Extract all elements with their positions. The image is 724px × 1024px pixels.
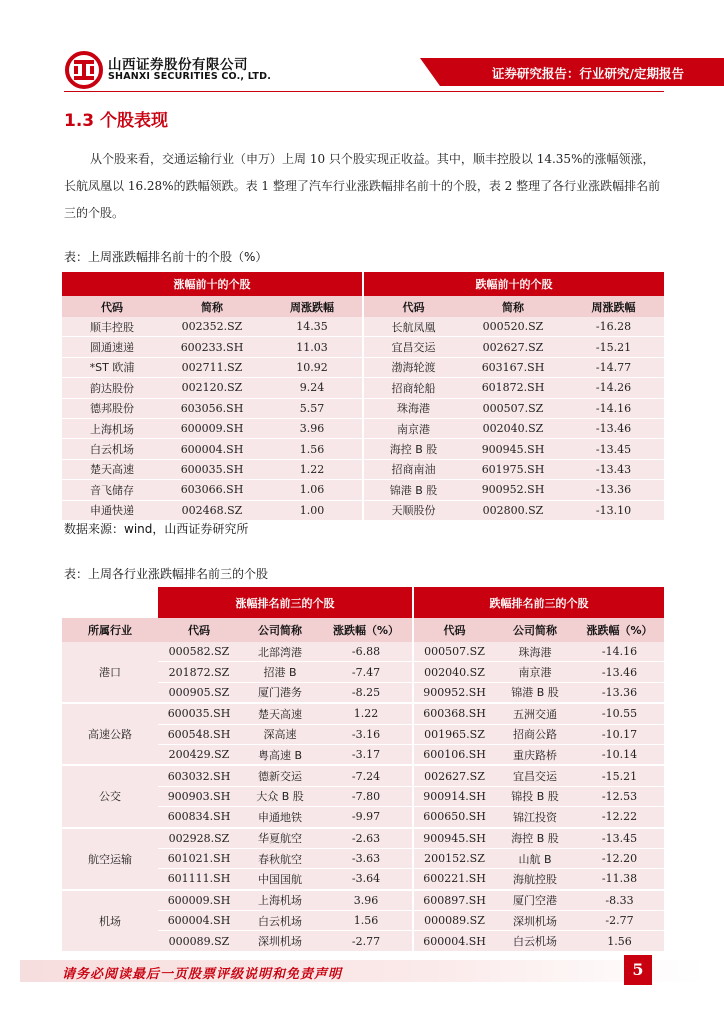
table-cell: 601872.SH bbox=[463, 378, 563, 398]
table-cell: -15.21 bbox=[563, 337, 664, 357]
table-cell: 山航 B bbox=[495, 848, 575, 868]
table-cell: 锦投 B 股 bbox=[495, 786, 575, 806]
table-cell: -14.77 bbox=[563, 357, 664, 377]
gain-group-header: 涨幅排名前三的个股 bbox=[158, 587, 413, 618]
loss-group-header: 跌幅排名前三的个股 bbox=[413, 587, 664, 618]
table-cell: 春秋航空 bbox=[240, 848, 320, 868]
table-cell: 9.24 bbox=[262, 378, 363, 398]
table-cell: -13.36 bbox=[563, 480, 664, 500]
table-row bbox=[62, 459, 664, 479]
table-cell: -2.77 bbox=[575, 911, 664, 931]
section-title: 1.3 个股表现 bbox=[64, 111, 169, 131]
table-cell: 600548.SH bbox=[158, 724, 240, 744]
table-row bbox=[62, 418, 664, 438]
table-cell: 000507.SZ bbox=[413, 642, 495, 662]
table-cell: 海控 B 股 bbox=[363, 439, 463, 459]
table-cell: 10.92 bbox=[262, 357, 363, 377]
table-cell: 华夏航空 bbox=[240, 828, 320, 849]
table-cell: 楚天高速 bbox=[62, 459, 162, 479]
table-cell: 1.56 bbox=[320, 911, 413, 931]
table-cell: 000520.SZ bbox=[463, 317, 563, 337]
table-cell: 200429.SZ bbox=[158, 744, 240, 765]
table-cell: 白云机场 bbox=[62, 439, 162, 459]
table-cell: -13.46 bbox=[575, 662, 664, 682]
table-cell: -13.46 bbox=[563, 418, 664, 438]
column-header: 代码 bbox=[62, 296, 162, 317]
table-cell: -10.55 bbox=[575, 703, 664, 724]
table1-caption: 表：上周涨跌幅排名前十的个股（%） bbox=[64, 250, 268, 264]
table-cell: 3.96 bbox=[262, 418, 363, 438]
table-cell: 5.57 bbox=[262, 398, 363, 418]
table-cell: 200152.SZ bbox=[413, 848, 495, 868]
table-cell: 603032.SH bbox=[158, 765, 240, 786]
table-cell: -3.17 bbox=[320, 744, 413, 765]
table-cell: 宜昌交运 bbox=[495, 765, 575, 786]
table-row bbox=[62, 642, 664, 662]
table-row bbox=[62, 398, 664, 418]
table-cell: -12.22 bbox=[575, 807, 664, 828]
table-cell: 600009.SH bbox=[158, 890, 240, 911]
column-header: 所属行业 bbox=[62, 618, 158, 642]
table-cell: -14.26 bbox=[563, 378, 664, 398]
table-cell: 603167.SH bbox=[463, 357, 563, 377]
report-type-label: 证券研究报告：行业研究/定期报告 bbox=[491, 66, 684, 81]
table-cell: -13.45 bbox=[563, 439, 664, 459]
table-cell: *ST 欧浦 bbox=[62, 357, 162, 377]
industry-top-three-table bbox=[62, 587, 664, 953]
table-cell: 603066.SH bbox=[162, 480, 262, 500]
table-cell: -12.20 bbox=[575, 848, 664, 868]
table-row bbox=[62, 828, 664, 849]
column-header: 涨跌幅（%） bbox=[320, 618, 413, 642]
table-cell: 长航凤凰 bbox=[363, 317, 463, 337]
table-cell: 招商公路 bbox=[495, 724, 575, 744]
table-cell: 厦门港务 bbox=[240, 682, 320, 703]
industry-label: 港口 bbox=[62, 642, 158, 703]
table-cell: 上海机场 bbox=[62, 418, 162, 438]
top-ten-table-body bbox=[62, 317, 664, 520]
section-paragraph: 从个股来看，交通运输行业（申万）上周 10 只个股实现正收益。其中，顺丰控股以 14.35%的涨幅领涨，长航凤凰以 16.28%的跌幅领跌。表 1 整理了汽车行业涨跌幅排名前十的个股，表 2 整理了各行业涨跌幅排名前三的个股。 bbox=[64, 152, 661, 220]
table-cell: -9.97 bbox=[320, 807, 413, 828]
table-cell: 900903.SH bbox=[158, 786, 240, 806]
table-cell: 海控 B 股 bbox=[495, 828, 575, 849]
table-cell: 600004.SH bbox=[413, 931, 495, 952]
column-header: 代码 bbox=[158, 618, 240, 642]
table-cell: 招港 B bbox=[240, 662, 320, 682]
table-cell: 五洲交通 bbox=[495, 703, 575, 724]
table-cell: 002040.SZ bbox=[413, 662, 495, 682]
table-cell: -14.16 bbox=[575, 642, 664, 662]
table-cell: 楚天高速 bbox=[240, 703, 320, 724]
table-cell: 002800.SZ bbox=[463, 500, 563, 520]
column-header: 代码 bbox=[363, 296, 463, 317]
gain-group-header: 涨幅前十的个股 bbox=[62, 272, 363, 296]
table-cell: 002627.SZ bbox=[463, 337, 563, 357]
table-cell: 圆通速递 bbox=[62, 337, 162, 357]
table-cell: -6.88 bbox=[320, 642, 413, 662]
table-cell: 001965.SZ bbox=[413, 724, 495, 744]
blank-corner bbox=[62, 587, 158, 618]
table-cell: 顺丰控股 bbox=[62, 317, 162, 337]
table-cell: 900945.SH bbox=[413, 828, 495, 849]
table-cell: 600834.SH bbox=[158, 807, 240, 828]
table-cell: 白云机场 bbox=[240, 911, 320, 931]
table-cell: 600004.SH bbox=[162, 439, 262, 459]
table-cell: 000507.SZ bbox=[463, 398, 563, 418]
table-row bbox=[62, 337, 664, 357]
table-cell: -3.16 bbox=[320, 724, 413, 744]
table-cell: 600233.SH bbox=[162, 337, 262, 357]
table-cell: 601111.SH bbox=[158, 869, 240, 890]
table-cell: 深高速 bbox=[240, 724, 320, 744]
table-cell: 601021.SH bbox=[158, 848, 240, 868]
table-cell: 1.56 bbox=[575, 931, 664, 952]
table-cell: 1.22 bbox=[320, 703, 413, 724]
table-row bbox=[62, 765, 664, 786]
table-cell: -13.36 bbox=[575, 682, 664, 703]
table-cell: 海航控股 bbox=[495, 869, 575, 890]
page-header bbox=[0, 0, 724, 92]
table-cell: 900952.SH bbox=[413, 682, 495, 703]
table-cell: 申通地铁 bbox=[240, 807, 320, 828]
table-cell: 600035.SH bbox=[162, 459, 262, 479]
table-cell: 德新交运 bbox=[240, 765, 320, 786]
table-cell: 002928.SZ bbox=[158, 828, 240, 849]
table-cell: 德邦股份 bbox=[62, 398, 162, 418]
table-cell: 1.06 bbox=[262, 480, 363, 500]
data-source-note: 数据来源：wind，山西证券研究所 bbox=[64, 522, 249, 536]
table-cell: 600368.SH bbox=[413, 703, 495, 724]
company-name-cn: 山西证券股份有限公司 bbox=[108, 57, 248, 73]
table-cell: 珠海港 bbox=[363, 398, 463, 418]
table-cell: 粤高速 B bbox=[240, 744, 320, 765]
table-cell: 1.56 bbox=[262, 439, 363, 459]
table-cell: 600004.SH bbox=[158, 911, 240, 931]
banner-corner bbox=[420, 58, 440, 86]
table-cell: 14.35 bbox=[262, 317, 363, 337]
table-row bbox=[62, 378, 664, 398]
column-header: 代码 bbox=[413, 618, 495, 642]
column-header: 周涨跌幅 bbox=[563, 296, 664, 317]
header-divider bbox=[64, 91, 664, 92]
table-cell: 南京港 bbox=[363, 418, 463, 438]
loss-group-header: 跌幅前十的个股 bbox=[363, 272, 664, 296]
table-cell: 002352.SZ bbox=[162, 317, 262, 337]
table-cell: 11.03 bbox=[262, 337, 363, 357]
table-cell: 韵达股份 bbox=[62, 378, 162, 398]
table-cell: 招商南油 bbox=[363, 459, 463, 479]
table-row bbox=[62, 500, 664, 520]
table-row bbox=[62, 890, 664, 911]
column-header: 公司简称 bbox=[495, 618, 575, 642]
column-header: 简称 bbox=[162, 296, 262, 317]
table-cell: -13.45 bbox=[575, 828, 664, 849]
table-cell: 900952.SH bbox=[463, 480, 563, 500]
table-cell: -2.63 bbox=[320, 828, 413, 849]
table-cell: 申通快递 bbox=[62, 500, 162, 520]
table-cell: -10.14 bbox=[575, 744, 664, 765]
table-cell: -13.43 bbox=[563, 459, 664, 479]
industry-label: 机场 bbox=[62, 890, 158, 952]
table-row bbox=[62, 357, 664, 377]
table-cell: 601975.SH bbox=[463, 459, 563, 479]
industry-label: 公交 bbox=[62, 765, 158, 827]
table-cell: 600650.SH bbox=[413, 807, 495, 828]
table-cell: 900914.SH bbox=[413, 786, 495, 806]
table-cell: -12.53 bbox=[575, 786, 664, 806]
table-cell: -13.10 bbox=[563, 500, 664, 520]
table-cell: 000089.SZ bbox=[158, 931, 240, 952]
table-cell: -7.80 bbox=[320, 786, 413, 806]
table-cell: 大众 B 股 bbox=[240, 786, 320, 806]
table-cell: 002627.SZ bbox=[413, 765, 495, 786]
table-row bbox=[62, 439, 664, 459]
table-cell: 600035.SH bbox=[158, 703, 240, 724]
table-row bbox=[62, 480, 664, 500]
table-cell: 3.96 bbox=[320, 890, 413, 911]
table-cell: 中国国航 bbox=[240, 869, 320, 890]
table-cell: -15.21 bbox=[575, 765, 664, 786]
table-cell: 000089.SZ bbox=[413, 911, 495, 931]
table-cell: 600897.SH bbox=[413, 890, 495, 911]
table2-caption: 表：上周各行业涨跌幅排名前三的个股 bbox=[64, 567, 269, 581]
table-cell: 北部湾港 bbox=[240, 642, 320, 662]
table-cell: -11.38 bbox=[575, 869, 664, 890]
company-name-en: SHANXI SECURITIES CO., LTD. bbox=[108, 71, 272, 82]
industry-label: 航空运输 bbox=[62, 828, 158, 890]
table-cell: 002120.SZ bbox=[162, 378, 262, 398]
column-header: 简称 bbox=[463, 296, 563, 317]
table-cell: 000905.SZ bbox=[158, 682, 240, 703]
industry-label: 高速公路 bbox=[62, 703, 158, 765]
table-cell: 000582.SZ bbox=[158, 642, 240, 662]
industry-table-body bbox=[62, 642, 664, 952]
column-header: 公司简称 bbox=[240, 618, 320, 642]
table-cell: 天顺股份 bbox=[363, 500, 463, 520]
table-cell: 1.00 bbox=[262, 500, 363, 520]
table-cell: 招商轮船 bbox=[363, 378, 463, 398]
company-logo-icon bbox=[64, 50, 104, 90]
column-header: 周涨跌幅 bbox=[262, 296, 363, 317]
table-cell: 900945.SH bbox=[463, 439, 563, 459]
table-cell: 宜昌交运 bbox=[363, 337, 463, 357]
top-ten-table bbox=[62, 272, 664, 521]
table-cell: -8.33 bbox=[575, 890, 664, 911]
column-header: 涨跌幅（%） bbox=[575, 618, 664, 642]
table-cell: 厦门空港 bbox=[495, 890, 575, 911]
footer-disclaimer: 请务必阅读最后一页股票评级说明和免责声明 bbox=[62, 967, 343, 982]
table-cell: 深圳机场 bbox=[495, 911, 575, 931]
table-cell: 南京港 bbox=[495, 662, 575, 682]
table-cell: 渤海轮渡 bbox=[363, 357, 463, 377]
table-cell: -3.64 bbox=[320, 869, 413, 890]
table-cell: 珠海港 bbox=[495, 642, 575, 662]
table-cell: -8.25 bbox=[320, 682, 413, 703]
table-row bbox=[62, 703, 664, 724]
table-cell: 锦港 B 股 bbox=[363, 480, 463, 500]
table-cell: 白云机场 bbox=[495, 931, 575, 952]
table-cell: 002468.SZ bbox=[162, 500, 262, 520]
table-cell: -14.16 bbox=[563, 398, 664, 418]
table-cell: -3.63 bbox=[320, 848, 413, 868]
table-cell: 201872.SZ bbox=[158, 662, 240, 682]
table-cell: 锦港 B 股 bbox=[495, 682, 575, 703]
table-cell: 600009.SH bbox=[162, 418, 262, 438]
table-cell: -10.17 bbox=[575, 724, 664, 744]
table-cell: -2.77 bbox=[320, 931, 413, 952]
table-cell: 600221.SH bbox=[413, 869, 495, 890]
table-cell: -7.24 bbox=[320, 765, 413, 786]
table-cell: 深圳机场 bbox=[240, 931, 320, 952]
table-cell: 1.22 bbox=[262, 459, 363, 479]
table-cell: 002711.SZ bbox=[162, 357, 262, 377]
table-cell: 002040.SZ bbox=[463, 418, 563, 438]
table-cell: 600106.SH bbox=[413, 744, 495, 765]
table-cell: -16.28 bbox=[563, 317, 664, 337]
table-cell: 锦江投资 bbox=[495, 807, 575, 828]
table-row bbox=[62, 317, 664, 337]
page-number: 5 bbox=[624, 955, 652, 985]
table-cell: -7.47 bbox=[320, 662, 413, 682]
table-cell: 音飞储存 bbox=[62, 480, 162, 500]
table-cell: 上海机场 bbox=[240, 890, 320, 911]
table-cell: 603056.SH bbox=[162, 398, 262, 418]
table-cell: 重庆路桥 bbox=[495, 744, 575, 765]
